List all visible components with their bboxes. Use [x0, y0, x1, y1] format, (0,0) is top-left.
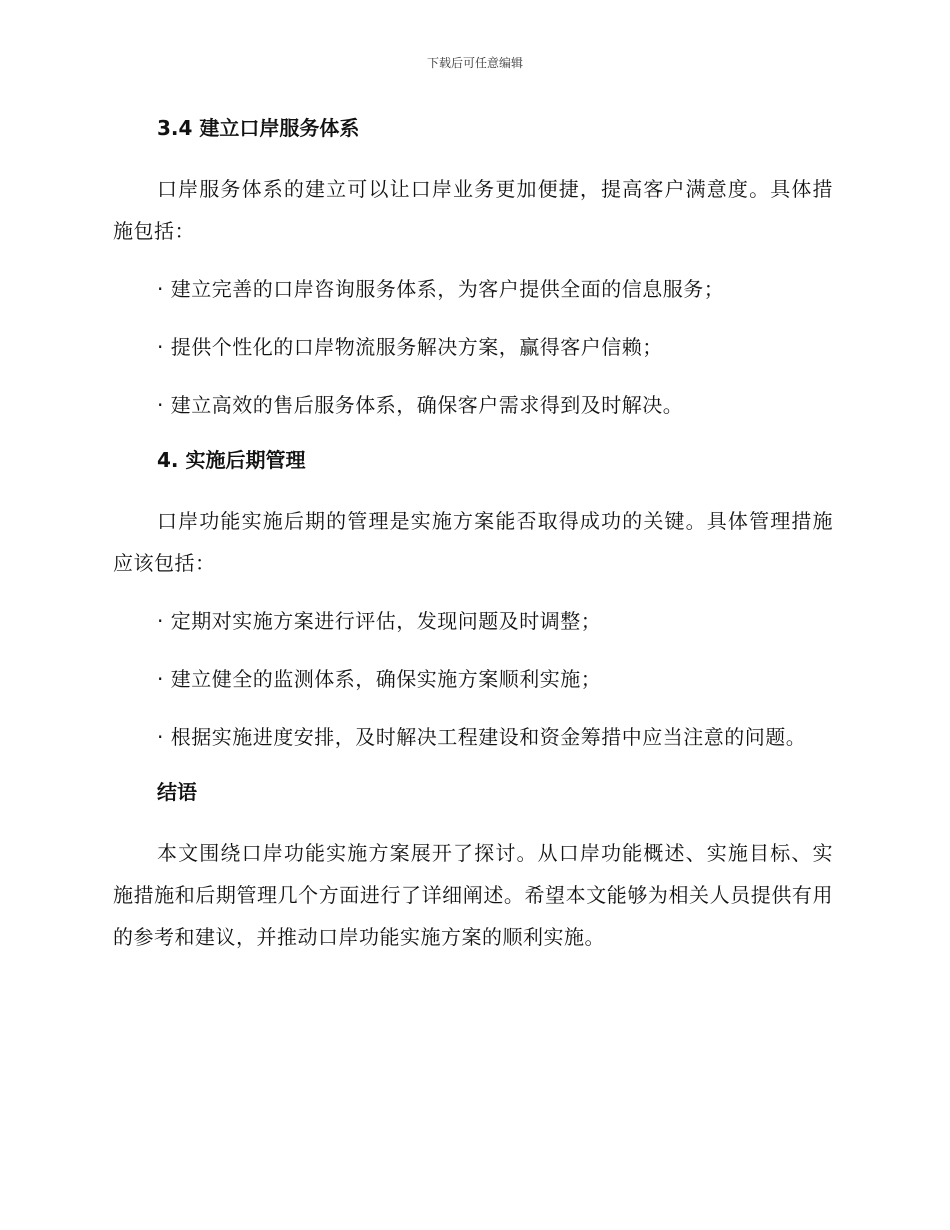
section-heading: 4. 实施后期管理	[157, 448, 306, 472]
section-paragraph: 口岸功能实施后期的管理是实施方案能否取得成功的关键。具体管理措施应该包括：	[113, 509, 833, 575]
section-heading: 结语	[157, 780, 197, 804]
section-paragraph: 本文围绕口岸功能实施方案展开了探讨。从口岸功能概述、实施目标、实施措施和后期管理几个方面进行了详细阐述。希望本文能够为相关人员提供有用的参考和建议，并推动口岸功能实施方案的顺利实施。	[113, 841, 833, 949]
bullet-item: · 建立健全的监测体系，确保实施方案顺利实施；	[157, 667, 602, 691]
bullet-item: · 提供个性化的口岸物流服务解决方案，赢得客户信赖；	[157, 335, 663, 359]
bullet-item: · 建立高效的售后服务体系，确保客户需求得到及时解决。	[157, 393, 684, 417]
bullet-item: · 根据实施进度安排，及时解决工程建设和资金筹措中应当注意的问题。	[157, 725, 807, 749]
section-paragraph: 口岸服务体系的建立可以让口岸业务更加便捷，提高客户满意度。具体措施包括：	[113, 177, 833, 243]
section-heading: 3.4 建立口岸服务体系	[157, 116, 360, 140]
bullet-item: · 定期对实施方案进行评估，发现问题及时调整；	[157, 609, 602, 633]
bullet-item: · 建立完善的口岸咨询服务体系，为客户提供全面的信息服务；	[157, 277, 725, 301]
document-body	[113, 110, 833, 974]
header-note: 下载后可任意编辑	[426, 56, 523, 70]
